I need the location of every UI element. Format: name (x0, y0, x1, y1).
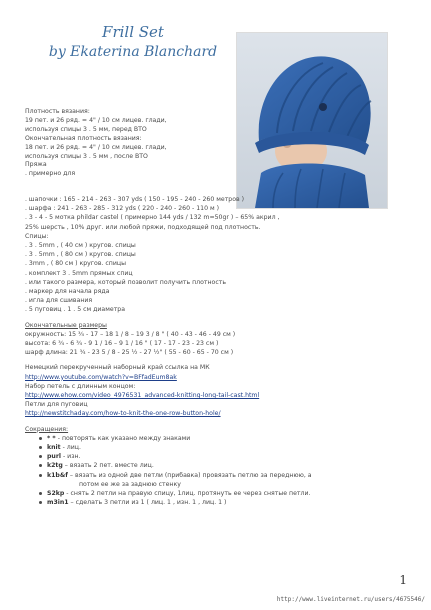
ehow-link[interactable]: http://www.ehow.com/video_4976531_advanced-knitting-long-tail-cast.html (25, 392, 260, 400)
page-number: 1 (399, 573, 407, 587)
yarn-line: 25% шерсть , 10% друг. или любой пряжи, подходящей под плотность. (25, 223, 261, 231)
needles-line: . комплект 3 . 5mm прямых спиц (25, 269, 133, 277)
title-line-1: Frill Set (102, 23, 164, 41)
yarn-heading: Пряжа (25, 161, 47, 169)
abbrev-list (25, 434, 405, 508)
needles-line: . 3mm , ( 80 см ) кругов. спицы (25, 260, 126, 268)
yarn-line: . шарфа : 241 - 263 - 285 - 312 yds ( 220 - 240 - 260 - 110 м ) (25, 205, 220, 213)
needles-line: . 3 . 5mm , ( 40 см ) кругов. спицы (25, 242, 136, 250)
youtube-link[interactable]: http://www.youtube.com/watch?v=BFfadEum8ak (25, 373, 177, 381)
sizes-line: высота: 6 ¾ - 6 ¾ - 9 1 / 16 – 9 1 / 16 " ( 17 - 17 - 23 - 23 см ) (25, 340, 219, 348)
needles-line: . маркер для начала ряда (25, 288, 110, 296)
needles-heading: Спицы: (25, 232, 49, 240)
yarn-line: . 3 - 4 - 5 мотка phildar castel ( примерно 144 yds / 132 m=50gr ) – 65% акрил , (25, 214, 280, 222)
hat-photo (236, 32, 388, 209)
pattern-title (38, 22, 228, 62)
needles-line: . игла для сшивания (25, 297, 93, 305)
list-item: purl - изн. (39, 452, 405, 461)
source-url: http://www.liveinternet.ru/users/4675546/ (276, 596, 425, 603)
sizes-heading: Окончательные размеры (25, 321, 107, 329)
gauge-line: 19 пет. и 26 ряд. = 4" / 10 см лицев. глади, (25, 116, 167, 124)
sizes-line: шарф длина: 21 ¾ - 23 5 / 8 - 25 ½ - 27 ½" ( 55 - 60 - 65 - 70 см ) (25, 349, 234, 357)
link-intro: Немецкий перекрученный наборный край ссылка на МК (25, 364, 210, 372)
gauge-heading: Плотность вязания: (25, 108, 90, 115)
sizes-line: окружность: 15 ¾ - 17 – 18 1 / 8 – 19 3 / 8 " ( 40 - 43 - 46 - 49 см ) (25, 330, 236, 338)
list-item-continuation: потом ее же за заднюю стенку (79, 480, 181, 488)
title-line-2: by Ekaterina Blanchard (48, 44, 218, 60)
gauge-line: 18 пет. и 26 ряд. = 4" / 10 см лицев. глади, (25, 143, 167, 151)
link-intro: Набор петель с длинным концом: (25, 382, 136, 390)
abbrev-heading: Сокращения: (25, 425, 69, 433)
list-item: S2kp - снять 2 петли на правую спицу, 1лиц. протянуть ее через снятые петли. (39, 489, 405, 498)
link-intro: Петли для пуговиц (25, 401, 88, 409)
yarn-line: . шапочки : 165 - 214 - 263 - 307 yds ( 150 - 195 - 240 - 260 метров ) (25, 196, 245, 203)
list-item: * * - повторять как указано между знаками (39, 434, 405, 443)
list-item: k1b&f – вязать из одной две петли (прибавка) провязать петлю за переднюю, а (39, 471, 405, 480)
list-item: m3in1 – сделать 3 петли из 1 ( лиц. 1 , изн. 1 , лиц. 1 ) (39, 498, 405, 507)
list-item: knit - лиц. (39, 443, 405, 452)
gauge-and-yarn-section (25, 108, 240, 179)
newstitchaday-link[interactable]: http://newstitchaday.com/how-to-knit-the-one-row-button-hole/ (25, 410, 221, 418)
yarn-line: . примерно для (25, 170, 76, 178)
materials-section (25, 195, 405, 508)
list-item: k2tg – вязать 2 пет. вместе лиц. (39, 461, 405, 470)
final-gauge-heading: Окончательная плотность вязания: (25, 134, 142, 142)
gauge-line: используя спицы 3 . 5 мм , после ВТО (25, 152, 148, 160)
needles-line: . 3 . 5mm , ( 80 см ) кругов. спицы (25, 251, 136, 259)
hat-illustration (237, 33, 387, 208)
needles-line: . 5 пуговиц . 1 . 5 см диаметра (25, 306, 126, 314)
needles-line: . или такого размера, который позволит получить плотность (25, 278, 226, 286)
gauge-line: используя спицы 3 . 5 мм, перед ВТО (25, 125, 147, 133)
